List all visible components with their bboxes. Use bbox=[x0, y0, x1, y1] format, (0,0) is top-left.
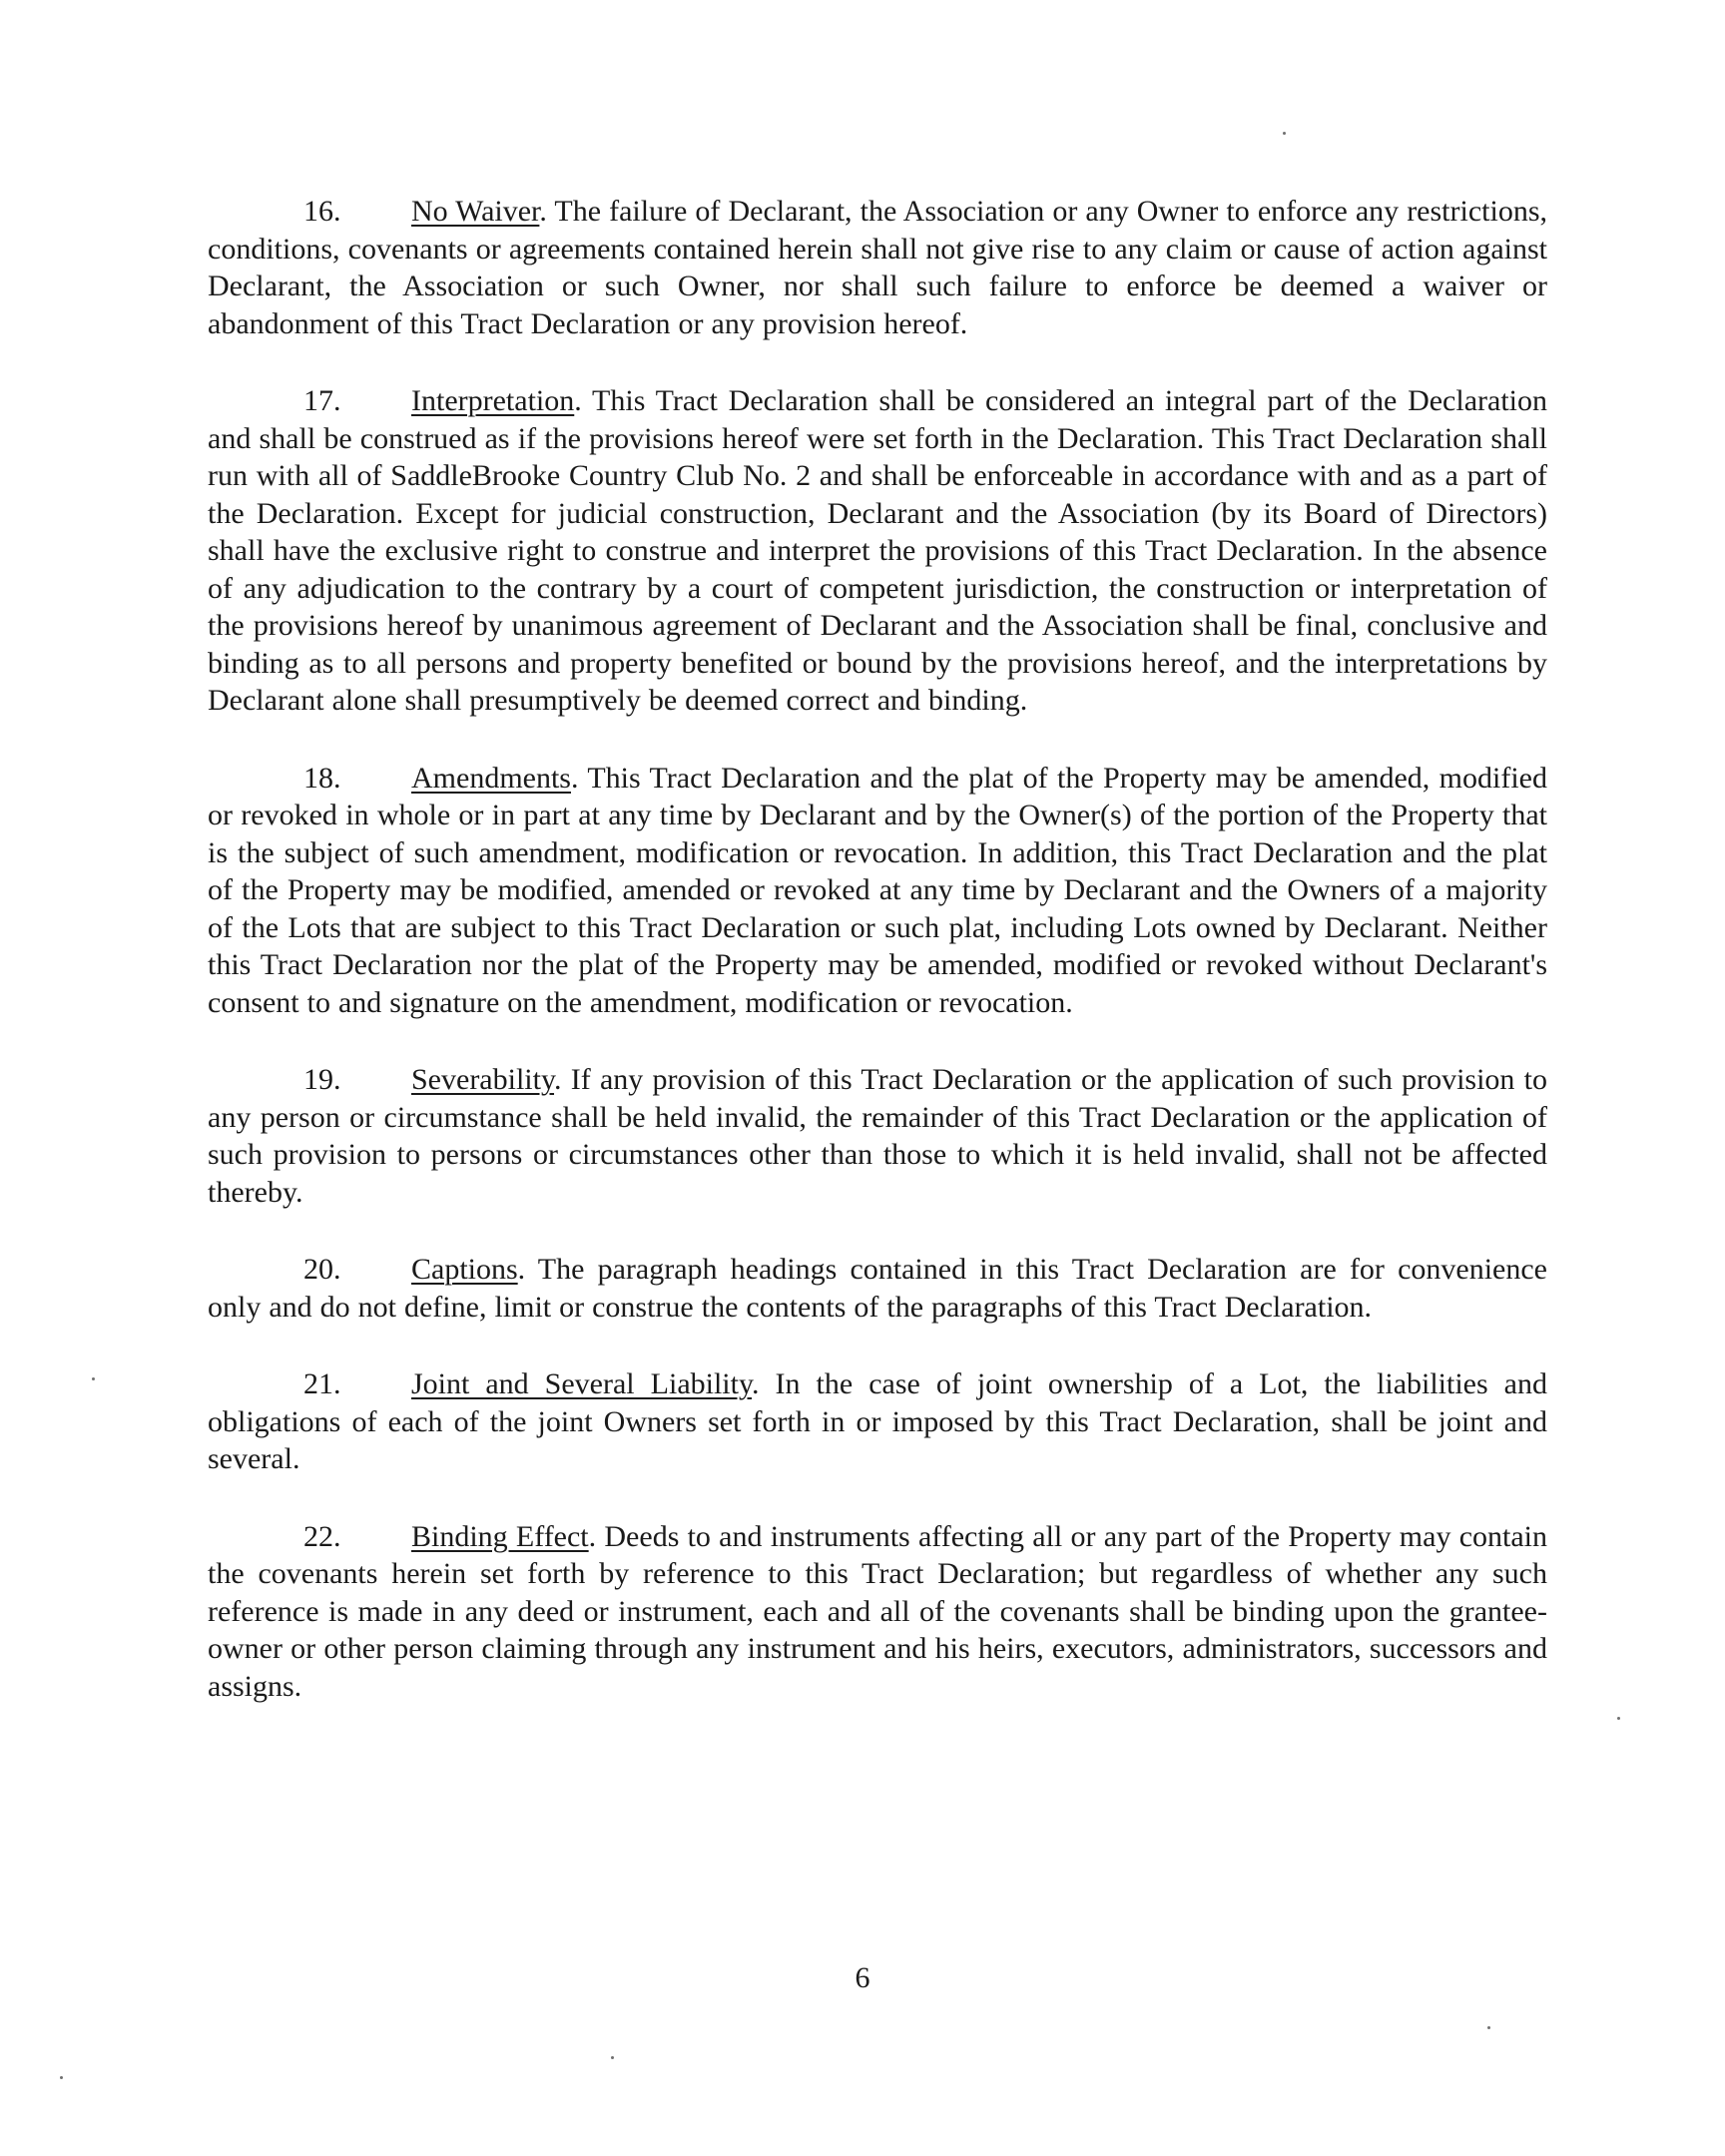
paragraph-text: . This Tract Declaration shall be considered an integral part of the Declaration and shall be construed as if the provisions hereof were set forth in the Declaration. This Tract Declaration shall run with all of SaddleBrooke Country Club No. 2 and shall be enforceable in accordance with and as a part of the Declaration. Except for judicial construction, Declarant and the Association (by its Board of Directors) shall have the exclusive right to construe and interpret the provisions of this Tract Declaration. In the absence of any adjudication to the contrary by a court of competent jurisdiction, the construction or interpretation of the provisions hereof by unanimous agreement of Declarant and the Association shall be final, conclusive and binding as to all persons and property benefited or bound by the provisions hereof, and the interpretations by Declarant alone shall presumptively be deemed correct and binding. bbox=[208, 384, 1547, 717]
paragraph-text: . This Tract Declaration and the plat of the Property may be amended, modified or revoked in whole or in part at any time by Declarant and by the Owner(s) of the portion of the Property that is the subject of such amendment, modification or revocation. In addition, this Tract Declaration and the plat of the Property may be modified, amended or revoked at any time by Declarant and the Owners of a majority of the Lots that are subject to this Tract Declaration or such plat, including Lots owned by Declarant. Neither this Tract Declaration nor the plat of the Property may be amended, modified or revoked without Declarant's consent to and signature on the amendment, modification or revocation. bbox=[208, 761, 1547, 1019]
paragraph-heading: Interpretation bbox=[411, 384, 575, 417]
document-body bbox=[208, 193, 1547, 1745]
paragraph-number: 17. bbox=[303, 384, 341, 417]
paragraph-19 bbox=[208, 1061, 1547, 1211]
paragraph-text: . The failure of Declarant, the Association or any Owner to enforce any restrictions, conditions, covenants or agreements contained herein shall not give rise to any claim or cause of action against Declarant, the Association or such Owner, nor shall such failure to enforce be deemed a waiver or abandonment of this Tract Declaration or any provision hereof. bbox=[208, 195, 1547, 340]
paragraph-number: 16. bbox=[303, 195, 341, 228]
paragraph-heading: No Waiver bbox=[411, 195, 540, 228]
paragraph-21 bbox=[208, 1365, 1547, 1478]
paragraph-heading: Amendments bbox=[411, 761, 571, 795]
page-number: 6 bbox=[855, 1961, 870, 1994]
paragraph-22 bbox=[208, 1518, 1547, 1706]
paragraph-heading: Binding Effect bbox=[411, 1519, 589, 1553]
scan-speck bbox=[60, 2076, 63, 2079]
paragraph-17 bbox=[208, 382, 1547, 720]
paragraph-text: . If any provision of this Tract Declaration or the application of such provision to any person or circumstance shall be held invalid, the remainder of this Tract Declaration or the application of such provision to persons or circumstances other than those to which it is held invalid, shall not be affected thereby. bbox=[208, 1063, 1547, 1209]
scan-speck bbox=[1283, 132, 1286, 135]
paragraph-text: . The paragraph headings contained in this Tract Declaration are for convenience only and do not define, limit or construe the contents of the paragraphs of this Tract Declaration. bbox=[208, 1253, 1547, 1324]
paragraph-number: 22. bbox=[303, 1519, 341, 1553]
paragraph-number: 19. bbox=[303, 1063, 341, 1096]
scan-speck bbox=[92, 1377, 95, 1380]
paragraph-16 bbox=[208, 193, 1547, 342]
paragraph-heading: Joint and Several Liability bbox=[411, 1367, 753, 1400]
paragraph-number: 20. bbox=[303, 1253, 341, 1286]
paragraph-text: . In the case of joint ownership of a Lot, the liabilities and obligations of each of the joint Owners set forth in or imposed by this Tract Declaration, shall be joint and several. bbox=[208, 1367, 1548, 1475]
paragraph-heading: Severability bbox=[411, 1063, 555, 1096]
paragraph-number: 18. bbox=[303, 761, 341, 795]
scan-speck bbox=[611, 2056, 614, 2059]
paragraph-number: 21. bbox=[303, 1367, 341, 1400]
scan-speck bbox=[1487, 2026, 1490, 2029]
paragraph-text: . Deeds to and instruments affecting all or any part of the Property may contain the covenants herein set forth by reference to this Tract Declaration; but regardless of whether any such reference is made in any deed or instrument, each and all of the covenants shall be binding upon the grantee-owner or other person claiming through any instrument and his heirs, executors, administrators, successors and assigns. bbox=[208, 1519, 1547, 1703]
paragraph-18 bbox=[208, 760, 1547, 1022]
scan-speck bbox=[1617, 1717, 1620, 1720]
paragraph-20 bbox=[208, 1251, 1547, 1326]
paragraph-heading: Captions bbox=[411, 1253, 518, 1286]
